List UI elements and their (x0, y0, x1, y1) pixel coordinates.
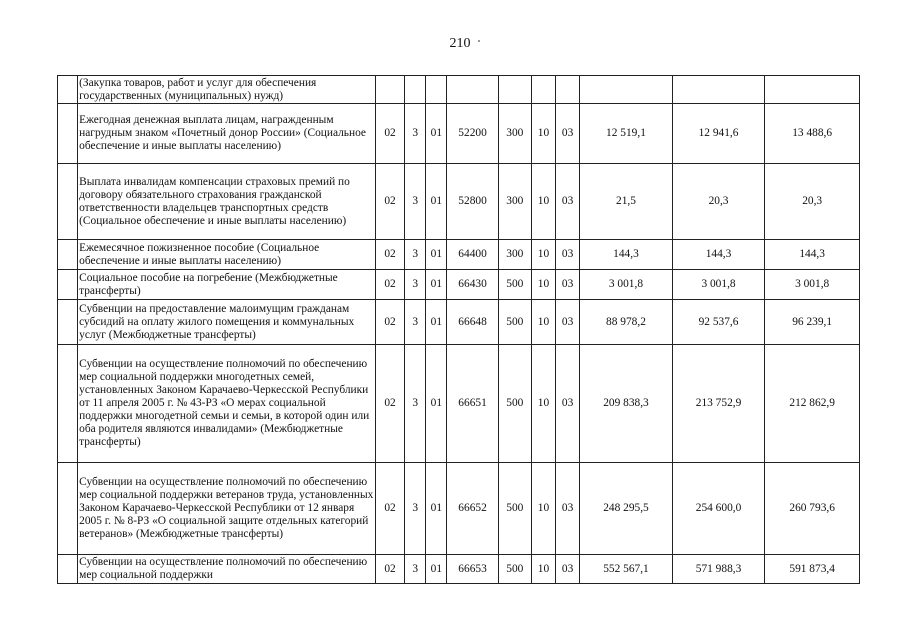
cell-description: (Закупка товаров, работ и услуг для обеспечения государственных (муниципальных) нужд) (78, 76, 376, 104)
cell-amount-year-3: 260 793,6 (765, 463, 860, 555)
cell-program-code (405, 76, 426, 104)
cell-blank (58, 240, 78, 270)
cell-ministry-code: 02 (375, 104, 404, 164)
cell-section-code: 10 (531, 270, 555, 300)
cell-ministry-code: 02 (375, 463, 404, 555)
cell-description: Субвенции на предоставление малоимущим гражданам субсидий на оплату жилого помещения и коммунальных услуг (Межбюджетные трансферты) (78, 300, 376, 345)
table-row (58, 555, 860, 584)
cell-subprogram-code: 01 (426, 345, 447, 463)
cell-subprogram-code: 01 (426, 104, 447, 164)
cell-program-code: 3 (405, 270, 426, 300)
cell-subprogram-code (426, 76, 447, 104)
cell-amount-year-3: 591 873,4 (765, 555, 860, 584)
cell-amount-year-1: 248 295,5 (580, 463, 673, 555)
budget-table (57, 75, 860, 584)
cell-ministry-code: 02 (375, 240, 404, 270)
cell-amount-year-3: 144,3 (765, 240, 860, 270)
cell-section-code: 10 (531, 104, 555, 164)
cell-subsection-code: 03 (556, 555, 580, 584)
cell-program-code: 3 (405, 104, 426, 164)
cell-subsection-code: 03 (556, 270, 580, 300)
table-body (58, 76, 860, 584)
cell-amount-year-2: 571 988,3 (672, 555, 765, 584)
cell-section-code (531, 76, 555, 104)
cell-amount-year-2: 3 001,8 (672, 270, 765, 300)
cell-direction-code (447, 76, 498, 104)
cell-description: Субвенции на осуществление полномочий по обеспечению мер социальной поддержки многодетных семей, установленных Законом Карачаево-Черкесской Республики от 11 апреля 2005 г. № 43-РЗ «О мерах социальной поддержки многодетной семьи и семьи, в которой один или оба родителя являются инвалидами» (Межбюджетные трансферты) (78, 345, 376, 463)
cell-amount-year-1: 21,5 (580, 164, 673, 240)
cell-amount-year-2: 92 537,6 (672, 300, 765, 345)
cell-direction-code: 66652 (447, 463, 498, 555)
cell-amount-year-3: 13 488,6 (765, 104, 860, 164)
cell-ministry-code: 02 (375, 555, 404, 584)
cell-amount-year-1: 144,3 (580, 240, 673, 270)
table-row (58, 76, 860, 104)
cell-program-code: 3 (405, 345, 426, 463)
cell-direction-code: 52200 (447, 104, 498, 164)
cell-amount-year-1: 209 838,3 (580, 345, 673, 463)
cell-blank (58, 555, 78, 584)
cell-amount-year-1: 88 978,2 (580, 300, 673, 345)
cell-program-code: 3 (405, 555, 426, 584)
cell-blank (58, 463, 78, 555)
cell-blank (58, 300, 78, 345)
cell-expense-type-code: 300 (498, 104, 531, 164)
cell-direction-code: 66430 (447, 270, 498, 300)
cell-expense-type-code: 500 (498, 555, 531, 584)
table-row (58, 345, 860, 463)
cell-expense-type-code: 300 (498, 164, 531, 240)
cell-expense-type-code: 500 (498, 345, 531, 463)
cell-subsection-code: 03 (556, 300, 580, 345)
cell-amount-year-2: 254 600,0 (672, 463, 765, 555)
cell-subsection-code: 03 (556, 164, 580, 240)
cell-section-code: 10 (531, 345, 555, 463)
cell-section-code: 10 (531, 463, 555, 555)
cell-expense-type-code: 500 (498, 463, 531, 555)
cell-amount-year-2: 20,3 (672, 164, 765, 240)
cell-blank (58, 270, 78, 300)
table-row (58, 463, 860, 555)
cell-direction-code: 66651 (447, 345, 498, 463)
cell-amount-year-1: 12 519,1 (580, 104, 673, 164)
cell-direction-code: 66653 (447, 555, 498, 584)
cell-amount-year-3: 3 001,8 (765, 270, 860, 300)
cell-subsection-code (556, 76, 580, 104)
cell-description: Ежегодная денежная выплата лицам, награжденным нагрудным знаком «Почетный донор России» (Социальное обеспечение и иные выплаты населению) (78, 104, 376, 164)
cell-subprogram-code: 01 (426, 300, 447, 345)
table-row (58, 240, 860, 270)
cell-amount-year-3 (765, 76, 860, 104)
cell-expense-type-code (498, 76, 531, 104)
cell-section-code: 10 (531, 240, 555, 270)
cell-amount-year-1 (580, 76, 673, 104)
cell-ministry-code: 02 (375, 300, 404, 345)
cell-program-code: 3 (405, 300, 426, 345)
cell-direction-code: 66648 (447, 300, 498, 345)
cell-subsection-code: 03 (556, 463, 580, 555)
table-row (58, 270, 860, 300)
cell-program-code: 3 (405, 164, 426, 240)
cell-program-code: 3 (405, 240, 426, 270)
cell-amount-year-2: 213 752,9 (672, 345, 765, 463)
cell-amount-year-1: 3 001,8 (580, 270, 673, 300)
cell-section-code: 10 (531, 164, 555, 240)
cell-blank (58, 76, 78, 104)
page-number: 210 (449, 36, 471, 51)
cell-subsection-code: 03 (556, 240, 580, 270)
cell-subsection-code: 03 (556, 345, 580, 463)
cell-program-code: 3 (405, 463, 426, 555)
cell-blank (58, 104, 78, 164)
cell-description: Субвенции на осуществление полномочий по обеспечению мер социальной поддержки (78, 555, 376, 584)
cell-ministry-code: 02 (375, 345, 404, 463)
cell-section-code: 10 (531, 300, 555, 345)
cell-description: Субвенции на осуществление полномочий по обеспечению мер социальной поддержки ветеранов труда, установленных Законом Карачаево-Черкесской Республики от 12 января 2005 г. № 8-РЗ «О социальной защите отдельных категорий ветеранов» (Межбюджетные трансферты) (78, 463, 376, 555)
cell-subprogram-code: 01 (426, 555, 447, 584)
table-row (58, 104, 860, 164)
cell-amount-year-3: 212 862,9 (765, 345, 860, 463)
cell-expense-type-code: 500 (498, 300, 531, 345)
cell-amount-year-1: 552 567,1 (580, 555, 673, 584)
cell-description: Социальное пособие на погребение (Межбюджетные трансферты) (78, 270, 376, 300)
cell-amount-year-3: 96 239,1 (765, 300, 860, 345)
cell-subsection-code: 03 (556, 104, 580, 164)
cell-direction-code: 64400 (447, 240, 498, 270)
cell-subprogram-code: 01 (426, 240, 447, 270)
cell-direction-code: 52800 (447, 164, 498, 240)
cell-amount-year-2 (672, 76, 765, 104)
cell-ministry-code (375, 76, 404, 104)
cell-ministry-code: 02 (375, 164, 404, 240)
cell-blank (58, 345, 78, 463)
cell-section-code: 10 (531, 555, 555, 584)
cell-subprogram-code: 01 (426, 463, 447, 555)
cell-ministry-code: 02 (375, 270, 404, 300)
cell-subprogram-code: 01 (426, 270, 447, 300)
cell-amount-year-2: 12 941,6 (672, 104, 765, 164)
cell-expense-type-code: 500 (498, 270, 531, 300)
cell-blank (58, 164, 78, 240)
cell-amount-year-3: 20,3 (765, 164, 860, 240)
cell-amount-year-2: 144,3 (672, 240, 765, 270)
table-row (58, 164, 860, 240)
scan-mark (478, 40, 480, 42)
cell-description: Ежемесячное пожизненное пособие (Социальное обеспечение и иные выплаты населению) (78, 240, 376, 270)
cell-expense-type-code: 300 (498, 240, 531, 270)
cell-subprogram-code: 01 (426, 164, 447, 240)
table-row (58, 300, 860, 345)
cell-description: Выплата инвалидам компенсации страховых премий по договору обязательного страхования гражданской ответственности владельцев транспортных средств (Социальное обеспечение и иные выплаты населению) (78, 164, 376, 240)
